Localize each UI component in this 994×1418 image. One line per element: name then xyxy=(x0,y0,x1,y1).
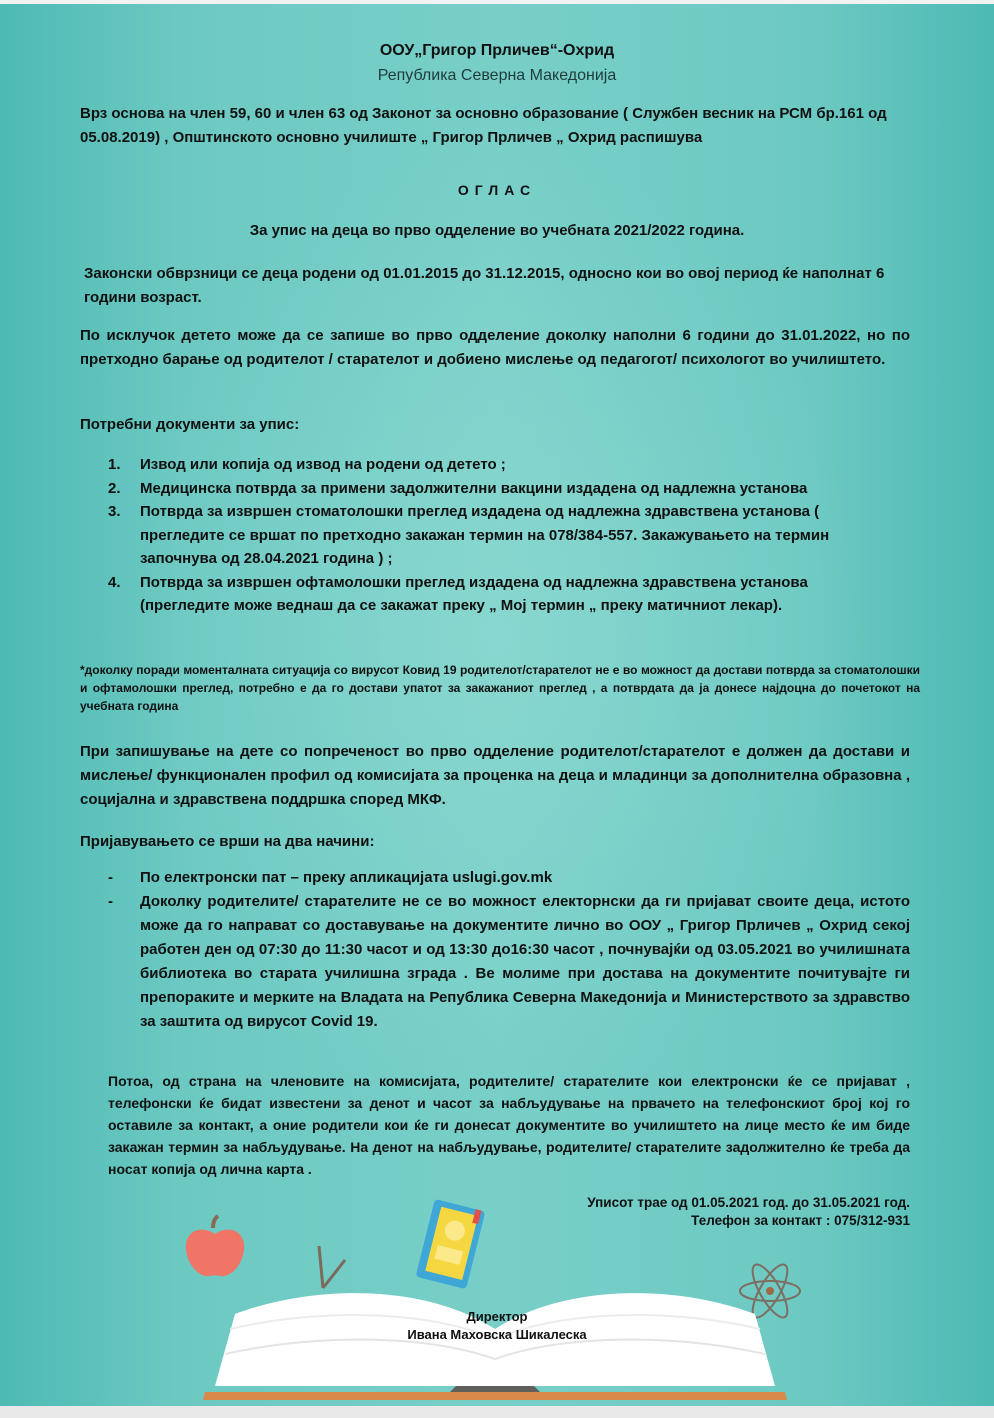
intro-paragraph: Врз основа на член 59, 60 и член 63 од Законот за основно образование ( Службен весник на РСМ бр.161 од 05.08.2019) , Општинското основно училиште „ Григор Прличев „ Охрид распишува xyxy=(80,105,887,146)
list-item xyxy=(108,500,868,571)
announcement-subtitle: За упис на деца во прво одделение во учебната 2021/2022 година. xyxy=(249,222,745,239)
school-name: ООУ„Григор Прличев“-Охрид xyxy=(379,42,615,59)
list-item xyxy=(108,571,868,618)
list-text: По електронски пат – преку апликацијата uslugi.gov.mk xyxy=(140,869,553,886)
ways-heading: Пријавувањето се врши на два начини: xyxy=(80,833,375,850)
page-bottom-edge xyxy=(0,1406,994,1418)
documents-heading: Потребни документи за упис: xyxy=(80,416,300,433)
list-number: 2. xyxy=(108,479,121,497)
disability-paragraph: При запишување на дете со попреченост во прво одделение родителот/старателот е должен да достави и мислење/ функционален профил од комисијата за проценка на деца и младинци за дополнителна образовна , социјална и здравствена поддршка според МКФ. xyxy=(80,743,910,808)
announcement-title: ОГЛАС xyxy=(457,182,537,198)
list-text: Медицинска потврда за примени задолжителни вакцини издадена од надлежна установа xyxy=(140,479,808,497)
list-text: Доколку родителите/ старателите не се во можност електорнски да ги пријават своите деца, истото може да го направат со доставување на документите лично во ООУ „ Григор Прличев „ Охрид секој работен ден од 07:30 до 11:30 часот и од 13:30 до16:30 часот , почнувајќи од 03.05.2021 во училишната библиотека во старата училишна зграда . Ве молиме при достава на документите почитувајте ги препораките и мерките на Владата на Република Северна Македонија и Министерството за здравство за заштита од вирусот Covid 19. xyxy=(140,893,910,1030)
followup-paragraph: Потоа, од страна на членовите на комисијата, родителите/ старателите кои електронски ќе се пријават , телефонски ќе бидат известени за денот и часот за набљудување на првачето на телефонскиот број кој го оставиле за контакт, а оние родители кои ќе ги донесат документите во училиштето на лице место ќе им биде закажан термин за набљудување. На денот на набљудување, родителите/ старателите задолжително ќе треба да носат копија од лична карта . xyxy=(108,1073,910,1177)
list-item xyxy=(108,866,910,890)
uslugi-link[interactable]: uslugi.gov.mk xyxy=(452,869,553,886)
dash-bullet: - xyxy=(108,869,113,886)
list-text: Потврда за извршен стоматолошки преглед издадена од надлежна здравствена установа ( прегледите се вршат по претходно закажан термин на 078/384-557. Закажувањето на термин започнува од 28.04.2021 година ) ; xyxy=(140,503,830,567)
covid-note: *доколку поради моменталната ситуација со вирусот Ковид 19 родителот/старателот не е во можност да достави потврда за стоматолошки и офтамолошки преглед, потребно е да го достави упатот за закажаниот преглед , а потврдата да ја донесе најдоцна до почетокот на учебната година xyxy=(80,663,920,713)
enrollment-period: Уписот трае од 01.05.2021 год. до 31.05.2021 год. xyxy=(587,1195,910,1210)
list-item xyxy=(108,477,868,501)
obligated-paragraph: Законски обврзници се деца родени од 01.01.2015 до 31.12.2015, односно кои во овој период ќе наполнат 6 години возраст. xyxy=(84,265,885,306)
country-name: Република Северна Македонија xyxy=(377,67,617,84)
list-number: 1. xyxy=(108,456,121,473)
documents-list xyxy=(108,453,868,618)
application-ways-list xyxy=(108,866,910,1034)
list-item xyxy=(108,453,868,477)
list-item xyxy=(108,890,910,1034)
list-text: Извод или копија од извод на родени од детето ; xyxy=(140,456,506,473)
list-number: 4. xyxy=(108,573,121,591)
contact-phone: Телефон за контакт : 075/312-931 xyxy=(691,1213,910,1228)
signature-name: Ивана Маховска Шикалеска xyxy=(407,1327,587,1342)
signature-role: Директор xyxy=(466,1309,528,1324)
announcement-page xyxy=(0,4,994,1406)
list-number: 3. xyxy=(108,503,121,520)
list-text: Потврда за извршен офтамолошки преглед издадена од надлежна здравствена установа (прегледите може веднаш да се закажат преку „ Мој термин „ преку матичниот лекар). xyxy=(140,573,808,614)
dash-bullet: - xyxy=(108,893,113,910)
exception-paragraph: По исклучок детето може да се запише во прво одделение доколку наполни 6 години до 31.01.2022, но по претходно барање од родителот / старателот и добиено мислење од педагогот/ психологот во училиштето. xyxy=(80,327,910,368)
